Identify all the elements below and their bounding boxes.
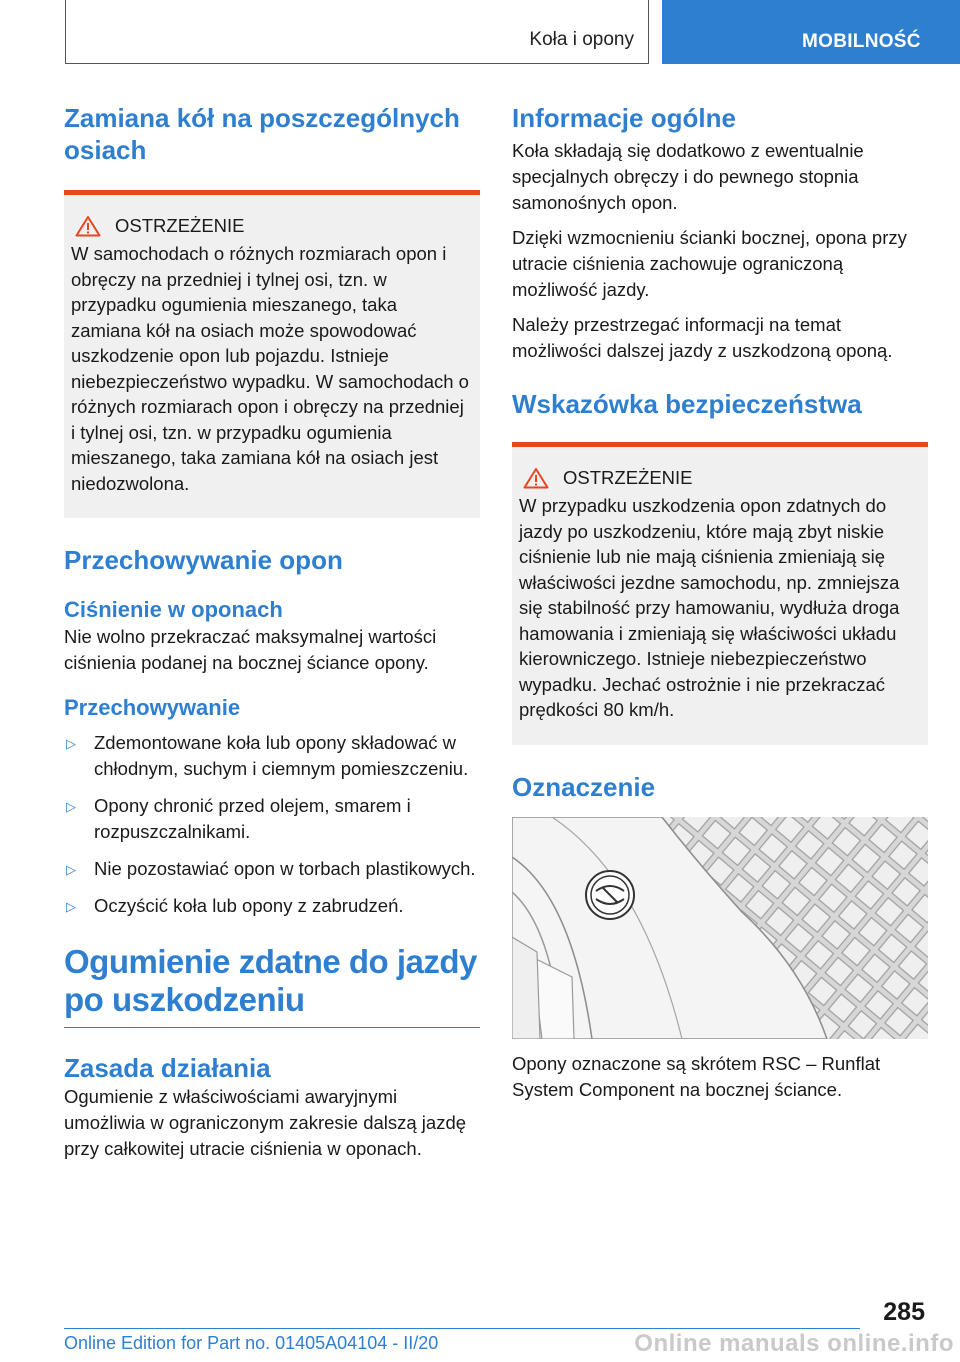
watermark-logo: Online manuals online.info: [634, 1330, 954, 1357]
section-title: MOBILNOŚĆ: [802, 31, 921, 52]
storage-list: [64, 730, 480, 919]
list-item: ▷ Opony chronić przed olejem, smarem i rozpuszczalnikami.: [66, 795, 411, 842]
warning-title: [519, 467, 920, 489]
general-text-3: Należy przestrzegać informacji na temat możliwości dalszej jazdy z uszkodzoną oponą.: [512, 314, 893, 361]
tire-drawing: [512, 817, 928, 1039]
pressure-text: Nie wolno przekraczać maksymalnej wartości ciśnienia podanej na bocznej ściance opony.: [64, 626, 437, 673]
warning-title-text: OSTRZEŻENIE: [115, 215, 245, 236]
warning-box-swap: [64, 190, 480, 518]
warning-box-safety: [512, 442, 928, 745]
right-column: [512, 100, 928, 1103]
heading-runflat: Ogumienie zdatne do jazdy po uszkodzeniu: [64, 943, 477, 1018]
page-number: 285: [883, 1298, 925, 1326]
bullet-triangle-icon: ▷: [66, 799, 76, 814]
warning-text: W przypadku uszkodzenia opon zdatnych do jazdy po uszkodzeniu, które mają zbyt niskie ciśnienie lub nie mają ciśnienia zmieniają się właściwości jezdne samochodu, np. zmniejsza się stabilność przy hamowaniu, wydłuża droga hamowania i zmieniają się właściwości układu kierowniczego. Istnieje niebezpieczeństwo wypadku. Jechać ostrożnie i nie przekraczać prędkości 80 km/h.: [519, 495, 900, 720]
general-text-1: Koła składają się dodatkowo z ewentualnie specjalnych obręczy i do pewnego stopnia samonośnych opon.: [512, 140, 864, 213]
heading-principle: Zasada działania: [64, 1053, 271, 1083]
left-column: [64, 100, 480, 1162]
warning-text: W samochodach o różnych rozmiarach opon i obręczy na przedniej i tylnej osi, tzn. w przypadku ogumienia mieszanego, taka zamiana kół na osiach może spowodować uszkodzenie opon lub pojazdu. Istnieje niebezpieczeństwo wypadku. W samochodach o różnych rozmiarach opon i obręczy na przedniej i tylnej osi, tzn. w przypadku ogumienia mieszanego, taka zamiana kół na osiach jest niedozwolona.: [71, 243, 469, 494]
heading-tire-pressure: Ciśnienie w oponach: [64, 597, 283, 622]
general-text-2: Dzięki wzmocnieniu ścianki bocznej, opona przy utracie ciśnienia zachowuje ograniczoną możliwość jazdy.: [512, 227, 907, 300]
page-header: [0, 0, 960, 66]
footer-divider: [64, 1328, 860, 1329]
edition-text: Online Edition for Part no. 01405A04104 - II/20: [64, 1333, 439, 1353]
heading-tire-storage: Przechowywanie opon: [64, 545, 343, 575]
chapter-title: Koła i opony: [529, 29, 634, 50]
principle-text: Ogumienie z właściwościami awaryjnymi umożliwia w ograniczonym zakresie dalszą jazdę przy całkowitej utracie ciśnienia w oponach.: [64, 1086, 467, 1159]
runflat-heading-block: [64, 943, 480, 1028]
list-item: ▷ Zdemontowane koła lub opony składować w chłodnym, suchym i ciemnym pomieszczeniu.: [66, 732, 469, 779]
warning-title: [71, 215, 472, 237]
section-tab: [662, 0, 960, 64]
warning-triangle-icon: [75, 215, 101, 237]
heading-safety-note: Wskazówka bezpieczeństwa: [512, 389, 862, 419]
rsc-tire-illustration: [512, 817, 928, 1039]
marking-text: Opony oznaczone są skrótem RSC – Runflat System Component na bocznej ściance.: [512, 1052, 881, 1100]
warning-title-text: OSTRZEŻENIE: [563, 467, 693, 488]
list-item: ▷ Nie pozostawiać opon w torbach plastikowych.: [64, 856, 480, 882]
warning-triangle-icon: [523, 467, 549, 489]
heading-storing: Przechowywanie: [64, 695, 241, 720]
list-item: ▷ Oczyścić koła lub opony z zabrudzeń.: [64, 893, 480, 919]
heading-marking: Oznaczenie: [512, 771, 656, 802]
bullet-triangle-icon: ▷: [66, 899, 76, 914]
heading-general-info: Informacje ogólne: [512, 103, 736, 133]
heading-wheel-swap: Zamiana kół na poszczególnych osiach: [64, 103, 460, 165]
bullet-triangle-icon: ▷: [66, 736, 76, 751]
chapter-tab: [65, 0, 649, 64]
bullet-triangle-icon: ▷: [66, 862, 76, 877]
